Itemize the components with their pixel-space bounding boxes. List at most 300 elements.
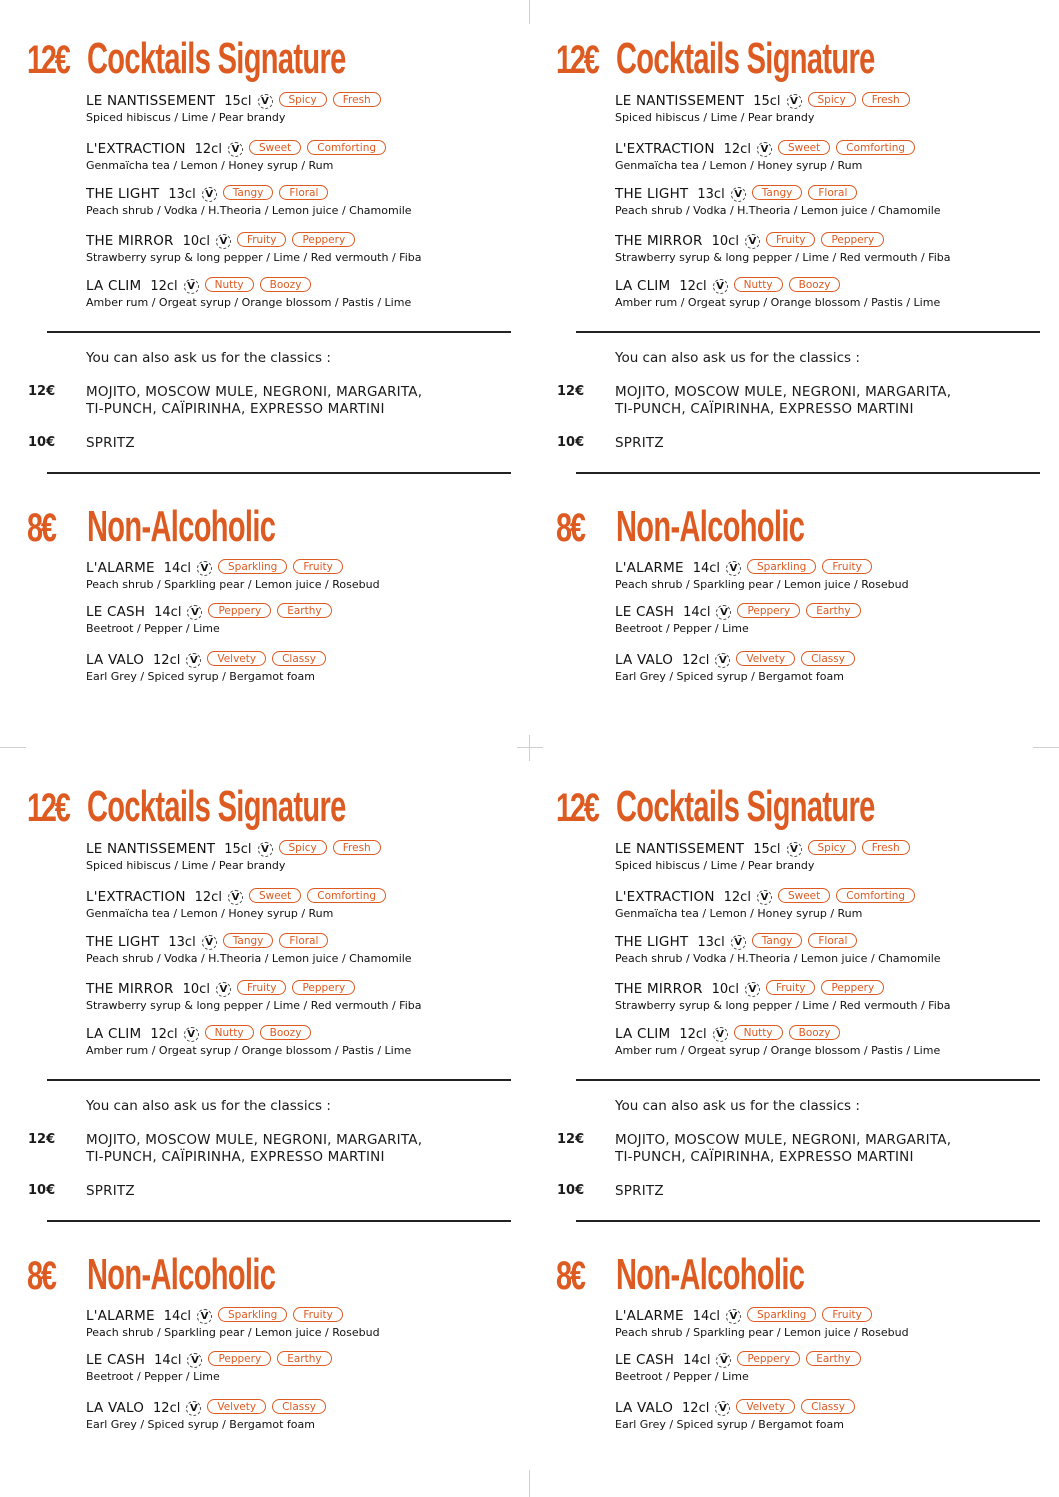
flavor-tag: Sweet (778, 140, 830, 155)
drink-row (86, 887, 386, 907)
drink-item (86, 184, 412, 218)
menu-card (529, 0, 1058, 748)
drink-item (615, 184, 941, 218)
drink-name: L'ALARME (86, 1308, 155, 1324)
drink-row (615, 558, 909, 578)
flavor-tag: Classy (801, 651, 855, 666)
drink-ingredients: Spiced hibiscus / Lime / Pear brandy (615, 111, 815, 124)
drink-ingredients: Earl Grey / Spiced syrup / Bergamot foam (615, 670, 844, 683)
vegan-icon: V (184, 279, 199, 294)
drink-name: L'EXTRACTION (615, 141, 715, 157)
drink-item (86, 602, 332, 636)
vegan-icon: V (731, 935, 746, 950)
non-alcoholic-price: 8€ (27, 1254, 55, 1298)
non-alcoholic-price: 8€ (27, 506, 55, 550)
vegan-icon: V (787, 94, 802, 109)
classics-list (615, 384, 951, 418)
drink-volume: 13cl (168, 186, 196, 202)
drink-item (615, 91, 910, 125)
classics-list (615, 1132, 951, 1166)
signature-header (27, 784, 479, 831)
signature-price: 12€ (556, 786, 598, 830)
flavor-tag: Earthy (277, 1351, 331, 1366)
drink-ingredients: Earl Grey / Spiced syrup / Bergamot foam (86, 670, 315, 683)
classics-line: MOJITO, MOSCOW MULE, NEGRONI, MARGARITA, (615, 384, 952, 400)
drink-ingredients: Strawberry syrup & long pepper / Lime / Red vermouth / Fiba (615, 251, 951, 264)
drink-row (86, 91, 381, 111)
drink-ingredients: Genmaïcha tea / Lemon / Honey syrup / Rum (615, 159, 863, 172)
non-alcoholic-header (556, 1252, 901, 1299)
drink-name: LE CASH (615, 1352, 675, 1368)
divider (576, 472, 1040, 474)
signature-title: Cocktails Signature (87, 34, 346, 83)
drink-volume: 14cl (154, 1352, 182, 1368)
flavor-tag: Velvety (736, 1399, 795, 1414)
classics-line: TI-PUNCH, CAÏPIRINHA, EXPRESSO MARTINI (86, 1149, 385, 1165)
non-alcoholic-header (556, 504, 901, 551)
drink-ingredients: Peach shrub / Sparkling pear / Lemon juice / Rosebud (86, 1326, 380, 1339)
drink-ingredients: Amber rum / Orgeat syrup / Orange blossom / Pastis / Lime (615, 1044, 941, 1057)
drink-name: THE LIGHT (615, 186, 689, 202)
flavor-tag: Velvety (207, 651, 266, 666)
drink-item (615, 558, 909, 592)
flavor-tag: Sparkling (747, 559, 816, 574)
drink-item (86, 276, 411, 310)
menu-card (529, 748, 1058, 1496)
drink-item (615, 276, 940, 310)
flavor-tag: Earthy (277, 603, 331, 618)
drink-row (615, 139, 915, 159)
vegan-icon: V (787, 842, 802, 857)
drink-row (86, 558, 380, 578)
spritz-label: SPRITZ (86, 1183, 135, 1199)
flavor-tag: Spicy (279, 840, 327, 855)
flavor-tag: Spicy (808, 840, 856, 855)
vegan-icon: V (745, 982, 760, 997)
drink-row (86, 979, 421, 999)
flavor-tag: Tangy (752, 185, 803, 200)
drink-row (86, 1306, 380, 1326)
drink-row (615, 979, 950, 999)
vegan-icon: V (197, 1309, 212, 1324)
non-alcoholic-price: 8€ (556, 1254, 584, 1298)
drink-ingredients: Genmaïcha tea / Lemon / Honey syrup / Rum (615, 907, 863, 920)
vegan-icon: V (716, 1353, 731, 1368)
drink-ingredients: Peach shrub / Vodka / H.Theoria / Lemon juice / Chamomile (615, 204, 941, 217)
drink-ingredients: Strawberry syrup & long pepper / Lime / Red vermouth / Fiba (86, 999, 422, 1012)
vegan-icon: V (187, 1353, 202, 1368)
vegan-icon: V (258, 842, 273, 857)
classics-line: MOJITO, MOSCOW MULE, NEGRONI, MARGARITA, (86, 1132, 423, 1148)
vegan-icon: V (187, 605, 202, 620)
flavor-tag: Earthy (806, 603, 860, 618)
drink-volume: 12cl (153, 652, 181, 668)
vegan-icon: V (184, 1027, 199, 1042)
flavor-tag: Comforting (307, 888, 386, 903)
flavor-tag: Tangy (223, 185, 274, 200)
flavor-tag: Comforting (307, 140, 386, 155)
classics-price: 12€ (557, 1132, 585, 1147)
drink-volume: 15cl (753, 93, 781, 109)
vegan-icon: V (228, 142, 243, 157)
drink-item (86, 932, 412, 966)
drink-item (86, 887, 386, 921)
signature-title: Cocktails Signature (616, 782, 875, 831)
vegan-icon: V (716, 605, 731, 620)
drink-name: LA VALO (86, 652, 145, 668)
drink-item (615, 1398, 855, 1432)
drink-item (86, 1306, 380, 1340)
drink-item (86, 1024, 411, 1058)
flavor-tag: Sweet (249, 888, 301, 903)
spritz-price: 10€ (28, 1183, 56, 1198)
drink-name: LE CASH (86, 604, 146, 620)
spritz-label: SPRITZ (615, 435, 664, 451)
non-alcoholic-title: Non-Alcoholic (87, 1250, 276, 1299)
drink-row (86, 932, 412, 952)
drink-name: L'ALARME (615, 1308, 684, 1324)
drink-row (86, 231, 421, 251)
drink-volume: 12cl (194, 141, 222, 157)
drink-item (615, 887, 915, 921)
vegan-icon: V (197, 561, 212, 576)
drink-item (615, 1024, 940, 1058)
flavor-tag: Peppery (292, 980, 355, 995)
spritz-label: SPRITZ (615, 1183, 664, 1199)
drink-name: THE MIRROR (86, 233, 174, 249)
flavor-tag: Fruity (766, 232, 816, 247)
classics-line: TI-PUNCH, CAÏPIRINHA, EXPRESSO MARTINI (615, 401, 914, 417)
flavor-tag: Velvety (207, 1399, 266, 1414)
flavor-tag: Nutty (734, 1025, 783, 1040)
drink-row (86, 1024, 411, 1044)
drink-ingredients: Spiced hibiscus / Lime / Pear brandy (615, 859, 815, 872)
flavor-tag: Fruity (237, 232, 287, 247)
drink-item (615, 839, 910, 873)
flavor-tag: Floral (808, 933, 857, 948)
vegan-icon: V (186, 1401, 201, 1416)
flavor-tag: Sweet (778, 888, 830, 903)
flavor-tag: Earthy (806, 1351, 860, 1366)
drink-ingredients: Amber rum / Orgeat syrup / Orange blossom / Pastis / Lime (86, 1044, 412, 1057)
drink-ingredients: Peach shrub / Sparkling pear / Lemon juice / Rosebud (615, 578, 909, 591)
drink-name: LE NANTISSEMENT (86, 93, 216, 109)
drink-ingredients: Earl Grey / Spiced syrup / Bergamot foam (615, 1418, 844, 1431)
vegan-icon: V (186, 653, 201, 668)
non-alcoholic-header (27, 504, 372, 551)
drink-volume: 15cl (753, 841, 781, 857)
flavor-tag: Fresh (862, 92, 910, 107)
drink-name: THE LIGHT (615, 934, 689, 950)
drink-item (86, 91, 381, 125)
drink-volume: 12cl (150, 278, 178, 294)
flavor-tag: Peppery (737, 1351, 800, 1366)
drink-ingredients: Beetroot / Pepper / Lime (86, 622, 220, 635)
drink-row (615, 184, 941, 204)
drink-volume: 12cl (679, 1026, 707, 1042)
signature-header (556, 784, 1008, 831)
drink-volume: 13cl (168, 934, 196, 950)
drink-row (86, 276, 411, 296)
menu-card (0, 748, 529, 1496)
flavor-tag: Peppery (292, 232, 355, 247)
drink-volume: 14cl (163, 1308, 192, 1324)
drink-row (615, 839, 910, 859)
classics-intro: You can also ask us for the classics : (86, 350, 331, 366)
non-alcoholic-title: Non-Alcoholic (616, 1250, 805, 1299)
drink-name: L'EXTRACTION (86, 141, 186, 157)
vegan-icon: V (202, 935, 217, 950)
flavor-tag: Fruity (822, 1307, 872, 1322)
flavor-tag: Fresh (333, 840, 381, 855)
drink-ingredients: Peach shrub / Vodka / H.Theoria / Lemon juice / Chamomile (86, 204, 412, 217)
drink-item (615, 602, 861, 636)
drink-volume: 12cl (723, 889, 751, 905)
divider (47, 331, 511, 333)
drink-name: LA CLIM (86, 278, 142, 294)
classics-intro: You can also ask us for the classics : (615, 1098, 860, 1114)
vegan-icon: V (713, 1027, 728, 1042)
flavor-tag: Boozy (260, 277, 312, 292)
vegan-icon: V (715, 653, 730, 668)
drink-row (615, 932, 941, 952)
drink-item (86, 650, 326, 684)
drink-ingredients: Spiced hibiscus / Lime / Pear brandy (86, 859, 286, 872)
classics-price: 12€ (557, 384, 585, 399)
drink-volume: 14cl (692, 1308, 721, 1324)
vegan-icon: V (731, 187, 746, 202)
drink-row (615, 887, 915, 907)
drink-ingredients: Peach shrub / Vodka / H.Theoria / Lemon juice / Chamomile (615, 952, 941, 965)
drink-ingredients: Genmaïcha tea / Lemon / Honey syrup / Rum (86, 907, 334, 920)
drink-row (86, 139, 386, 159)
drink-row (86, 602, 332, 622)
drink-name: LA VALO (615, 1400, 674, 1416)
signature-title: Cocktails Signature (87, 782, 346, 831)
drink-name: L'ALARME (86, 560, 155, 576)
flavor-tag: Peppery (821, 980, 884, 995)
drink-name: LE CASH (615, 604, 675, 620)
flavor-tag: Comforting (836, 140, 915, 155)
signature-price: 12€ (27, 786, 69, 830)
drink-volume: 12cl (682, 1400, 710, 1416)
flavor-tag: Fruity (822, 559, 872, 574)
drink-volume: 15cl (224, 841, 252, 857)
classics-list (86, 384, 422, 418)
drink-volume: 10cl (182, 233, 210, 249)
flavor-tag: Tangy (223, 933, 274, 948)
drink-volume: 13cl (697, 186, 725, 202)
drink-ingredients: Strawberry syrup & long pepper / Lime / Red vermouth / Fiba (615, 999, 951, 1012)
flavor-tag: Fruity (293, 1307, 343, 1322)
divider (47, 1079, 511, 1081)
flavor-tag: Boozy (260, 1025, 312, 1040)
drink-ingredients: Beetroot / Pepper / Lime (615, 1370, 749, 1383)
signature-header (556, 36, 1008, 83)
drink-item (615, 1350, 861, 1384)
drink-row (86, 184, 412, 204)
flavor-tag: Tangy (752, 933, 803, 948)
spritz-label: SPRITZ (86, 435, 135, 451)
drink-row (86, 650, 326, 670)
drink-name: LA VALO (86, 1400, 145, 1416)
drink-volume: 14cl (692, 560, 721, 576)
flavor-tag: Fruity (293, 559, 343, 574)
classics-list (86, 1132, 422, 1166)
drink-volume: 14cl (163, 560, 192, 576)
drink-name: LE CASH (86, 1352, 146, 1368)
drink-ingredients: Earl Grey / Spiced syrup / Bergamot foam (86, 1418, 315, 1431)
drink-item (615, 139, 915, 173)
drink-name: LA CLIM (615, 278, 671, 294)
spritz-price: 10€ (28, 435, 56, 450)
drink-item (86, 558, 380, 592)
classics-line: TI-PUNCH, CAÏPIRINHA, EXPRESSO MARTINI (615, 1149, 914, 1165)
drink-ingredients: Genmaïcha tea / Lemon / Honey syrup / Rum (86, 159, 334, 172)
flavor-tag: Fresh (333, 92, 381, 107)
drink-ingredients: Strawberry syrup & long pepper / Lime / Red vermouth / Fiba (86, 251, 422, 264)
flavor-tag: Comforting (836, 888, 915, 903)
flavor-tag: Floral (279, 933, 328, 948)
divider (576, 1079, 1040, 1081)
drink-volume: 10cl (711, 233, 739, 249)
vegan-icon: V (228, 890, 243, 905)
drink-name: THE MIRROR (86, 981, 174, 997)
vegan-icon: V (715, 1401, 730, 1416)
flavor-tag: Fresh (862, 840, 910, 855)
drink-volume: 12cl (194, 889, 222, 905)
classics-line: TI-PUNCH, CAÏPIRINHA, EXPRESSO MARTINI (86, 401, 385, 417)
drink-item (86, 231, 421, 265)
drink-item (86, 1398, 326, 1432)
drink-item (615, 1306, 909, 1340)
divider (576, 1220, 1040, 1222)
signature-price: 12€ (27, 38, 69, 82)
vegan-icon: V (726, 561, 741, 576)
flavor-tag: Spicy (279, 92, 327, 107)
flavor-tag: Peppery (737, 603, 800, 618)
drink-name: THE MIRROR (615, 981, 703, 997)
divider (47, 1220, 511, 1222)
drink-item (615, 979, 950, 1013)
drink-row (615, 1350, 861, 1370)
drink-volume: 14cl (154, 604, 182, 620)
flavor-tag: Classy (272, 651, 326, 666)
drink-name: LE NANTISSEMENT (615, 841, 745, 857)
spritz-price: 10€ (557, 1183, 585, 1198)
drink-name: L'EXTRACTION (615, 889, 715, 905)
drink-item (86, 839, 381, 873)
drink-volume: 14cl (683, 604, 711, 620)
drink-name: LA CLIM (86, 1026, 142, 1042)
vegan-icon: V (216, 234, 231, 249)
drink-row (615, 650, 855, 670)
flavor-tag: Fruity (766, 980, 816, 995)
drink-volume: 12cl (153, 1400, 181, 1416)
flavor-tag: Nutty (205, 277, 254, 292)
drink-ingredients: Beetroot / Pepper / Lime (86, 1370, 220, 1383)
drink-ingredients: Peach shrub / Vodka / H.Theoria / Lemon juice / Chamomile (86, 952, 412, 965)
flavor-tag: Sparkling (218, 559, 287, 574)
drink-name: THE MIRROR (615, 233, 703, 249)
drink-volume: 13cl (697, 934, 725, 950)
drink-item (615, 231, 950, 265)
drink-item (86, 139, 386, 173)
flavor-tag: Nutty (205, 1025, 254, 1040)
classics-intro: You can also ask us for the classics : (615, 350, 860, 366)
drink-volume: 12cl (150, 1026, 178, 1042)
flavor-tag: Classy (801, 1399, 855, 1414)
drink-row (615, 91, 910, 111)
non-alcoholic-price: 8€ (556, 506, 584, 550)
drink-row (615, 276, 940, 296)
drink-ingredients: Peach shrub / Sparkling pear / Lemon juice / Rosebud (615, 1326, 909, 1339)
flavor-tag: Fruity (237, 980, 287, 995)
drink-row (86, 839, 381, 859)
spritz-price: 10€ (557, 435, 585, 450)
signature-title: Cocktails Signature (616, 34, 875, 83)
drink-row (615, 1398, 855, 1418)
classics-line: MOJITO, MOSCOW MULE, NEGRONI, MARGARITA, (615, 1132, 952, 1148)
drink-name: L'EXTRACTION (86, 889, 186, 905)
vegan-icon: V (258, 94, 273, 109)
vegan-icon: V (202, 187, 217, 202)
drink-row (615, 602, 861, 622)
classics-price: 12€ (28, 384, 56, 399)
drink-ingredients: Spiced hibiscus / Lime / Pear brandy (86, 111, 286, 124)
drink-row (615, 231, 950, 251)
flavor-tag: Floral (808, 185, 857, 200)
signature-header (27, 36, 479, 83)
flavor-tag: Sparkling (218, 1307, 287, 1322)
vegan-icon: V (757, 890, 772, 905)
drink-volume: 14cl (683, 1352, 711, 1368)
flavor-tag: Sparkling (747, 1307, 816, 1322)
drink-name: L'ALARME (615, 560, 684, 576)
flavor-tag: Nutty (734, 277, 783, 292)
drink-volume: 10cl (182, 981, 210, 997)
vegan-icon: V (713, 279, 728, 294)
drink-row (86, 1398, 326, 1418)
drink-row (86, 1350, 332, 1370)
classics-intro: You can also ask us for the classics : (86, 1098, 331, 1114)
vegan-icon: V (757, 142, 772, 157)
flavor-tag: Classy (272, 1399, 326, 1414)
drink-volume: 12cl (723, 141, 751, 157)
non-alcoholic-title: Non-Alcoholic (87, 502, 276, 551)
drink-volume: 15cl (224, 93, 252, 109)
drink-row (615, 1306, 909, 1326)
classics-price: 12€ (28, 1132, 56, 1147)
drink-volume: 12cl (682, 652, 710, 668)
drink-volume: 12cl (679, 278, 707, 294)
drink-ingredients: Peach shrub / Sparkling pear / Lemon juice / Rosebud (86, 578, 380, 591)
divider (47, 472, 511, 474)
drink-name: LA CLIM (615, 1026, 671, 1042)
classics-line: MOJITO, MOSCOW MULE, NEGRONI, MARGARITA, (86, 384, 423, 400)
vegan-icon: V (216, 982, 231, 997)
signature-price: 12€ (556, 38, 598, 82)
flavor-tag: Peppery (821, 232, 884, 247)
flavor-tag: Boozy (789, 1025, 841, 1040)
flavor-tag: Floral (279, 185, 328, 200)
non-alcoholic-title: Non-Alcoholic (616, 502, 805, 551)
vegan-icon: V (745, 234, 760, 249)
drink-ingredients: Amber rum / Orgeat syrup / Orange blossom / Pastis / Lime (615, 296, 941, 309)
flavor-tag: Peppery (208, 1351, 271, 1366)
drink-ingredients: Beetroot / Pepper / Lime (615, 622, 749, 635)
menu-card (0, 0, 529, 748)
